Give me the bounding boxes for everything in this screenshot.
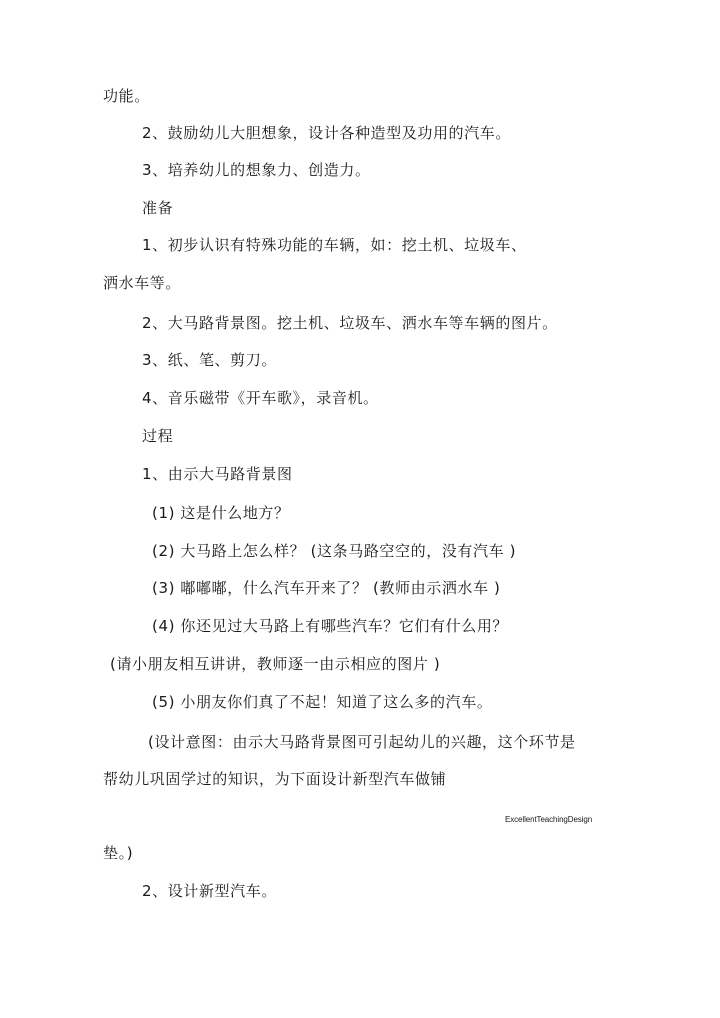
text-line-15: (4) 你还见过大马路上有哪些汽车？它们有什么用？ <box>152 617 509 635</box>
text-line-2: 2、鼓励幼儿大胆想象，设计各种造型及功用的汽车。 <box>142 124 511 142</box>
text-line-21: 2、设计新型汽车。 <box>142 882 277 900</box>
footer-label: ExcellentTeachingDesign <box>505 815 593 824</box>
text-line-3: 3、培养幼儿的想象力、创造力。 <box>142 161 371 179</box>
text-line-11: 1、由示大马路背景图 <box>142 465 293 483</box>
text-line-17: (5) 小朋友你们真了不起！知道了这么多的汽车。 <box>152 693 493 711</box>
text-line-8: 3、纸、笔、剪刀。 <box>142 351 277 369</box>
text-line-18: (设计意图：由示大马路背景图可引起幼儿的兴趣，这个环节是 <box>148 733 576 751</box>
text-line-12: (1) 这是什么地方？ <box>152 504 290 522</box>
text-line-1: 功能。 <box>103 87 150 105</box>
text-line-14: (3) 嘟嘟嘟，什么汽车开来了？ (教师由示洒水车 ) <box>152 579 501 597</box>
section-heading-process: 过程 <box>142 427 174 445</box>
text-line-6: 洒水车等。 <box>103 274 182 292</box>
text-line-16: (请小朋友相互讲讲，教师逐一由示相应的图片 ) <box>110 655 441 673</box>
text-line-5: 1、初步认识有特殊功能的车辆，如：挖土机、垃圾车、 <box>142 236 527 254</box>
text-line-20: 垫。) <box>103 844 134 862</box>
text-line-9: 4、音乐磁带《开车歌》，录音机。 <box>142 389 379 407</box>
section-heading-preparation: 准备 <box>142 199 174 217</box>
text-line-13: (2) 大马路上怎么样？ (这条马路空空的，没有汽车 ) <box>152 542 517 560</box>
text-line-19: 帮幼儿巩固学过的知识，为下面设计新型汽车做铺 <box>103 770 447 788</box>
text-line-7: 2、大马路背景图。挖土机、垃圾车、洒水车等车辆的图片。 <box>142 314 558 332</box>
